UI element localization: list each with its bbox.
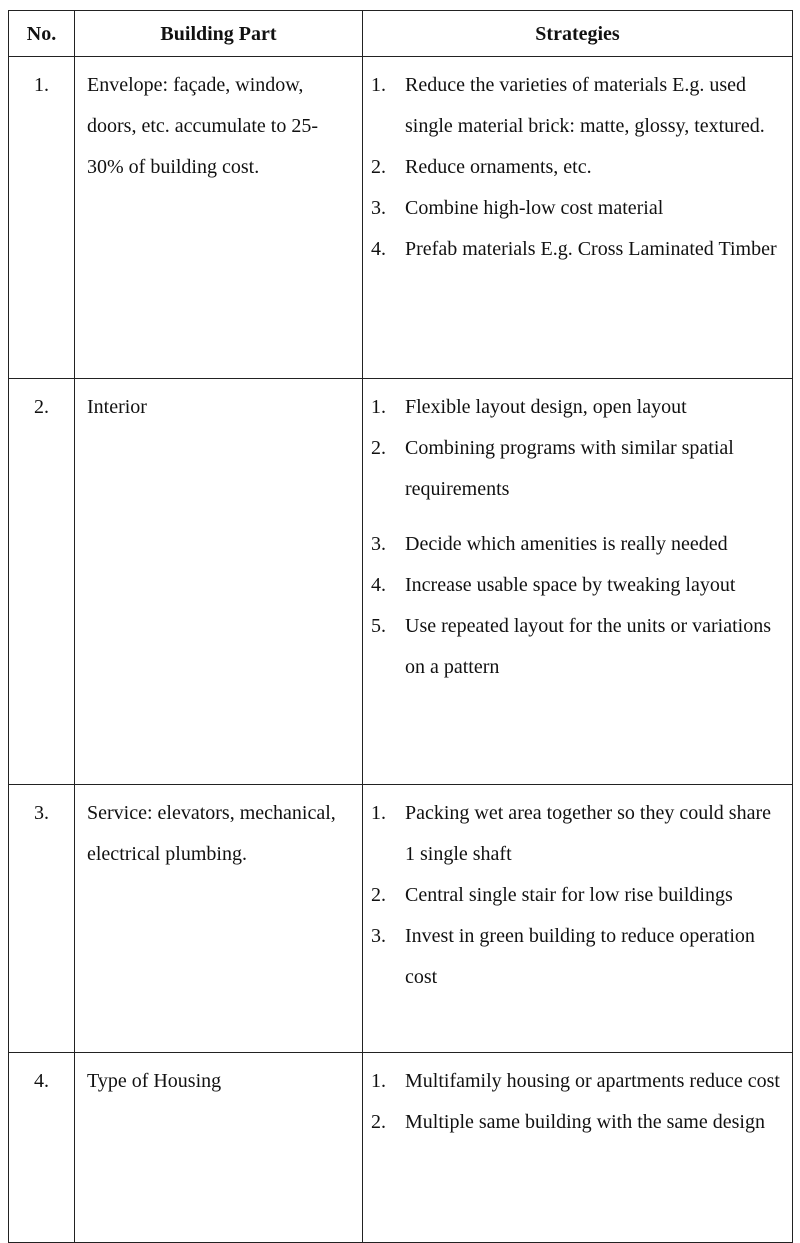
header-row [9,11,793,57]
list-item-text: Prefab materials E.g. Cross Laminated Timber [405,238,777,260]
list-item-text: Multiple same building with the same design [405,1111,765,1133]
list-item-text: Invest in green building to reduce operation cost [405,925,755,988]
list-item-number: 1. [371,74,386,96]
list-item-number: 5. [371,615,386,637]
list-item [371,1102,784,1143]
list-item-text: Increase usable space by tweaking layout [405,574,736,596]
list-item-number: 1. [371,802,386,824]
strategy-list [371,65,784,270]
strategy-list [371,793,784,998]
list-item-number: 1. [371,1070,386,1092]
list-item-text: Multifamily housing or apartments reduce cost [405,1070,780,1092]
list-item-text: Reduce the varieties of materials E.g. used single material brick: matte, glossy, textured. [405,74,765,137]
list-item-text: Combining programs with similar spatial requirements [405,437,734,500]
list-item [371,147,784,188]
table-row [9,785,793,1053]
building-part-cell: Interior [75,379,363,785]
building-part-cell: Service: elevators, mechanical, electrical plumbing. [75,785,363,1053]
list-item-text: Reduce ornaments, etc. [405,156,592,178]
strategies-cell [363,785,793,1053]
list-item [371,606,784,688]
list-item [371,916,784,998]
list-item-number: 3. [371,197,386,219]
list-item [371,65,784,147]
list-item [371,428,784,510]
strategies-cell [363,379,793,785]
list-item-number: 2. [371,156,386,178]
list-item-text: Use repeated layout for the units or variations on a pattern [405,615,771,678]
strategy-list [371,387,784,688]
list-item-text: Packing wet area together so they could share 1 single shaft [405,802,771,865]
list-item-number: 3. [371,925,386,947]
list-item [371,565,784,606]
table-row [9,57,793,379]
header-building-part: Building Part [75,11,363,57]
list-item-text: Decide which amenities is really needed [405,533,728,555]
list-item-text: Flexible layout design, open layout [405,396,687,418]
strategy-list [371,1061,784,1143]
list-item-number: 3. [371,533,386,555]
row-number: 1. [9,57,75,379]
list-item-number: 2. [371,1111,386,1133]
header-no: No. [9,11,75,57]
list-item [371,875,784,916]
row-number: 4. [9,1053,75,1243]
list-item-number: 4. [371,238,386,260]
list-item-text: Combine high-low cost material [405,197,664,219]
list-item [371,188,784,229]
table-row [9,1053,793,1243]
list-item-text: Central single stair for low rise buildings [405,884,733,906]
list-item [371,387,784,428]
strategy-table [8,10,793,1243]
strategies-cell [363,57,793,379]
list-item-number: 4. [371,574,386,596]
row-number: 2. [9,379,75,785]
list-item-number: 2. [371,884,386,906]
building-part-cell: Envelope: façade, window, doors, etc. accumulate to 25-30% of building cost. [75,57,363,379]
list-item-number: 1. [371,396,386,418]
list-item [371,793,784,875]
list-item-number: 2. [371,437,386,459]
strategies-cell [363,1053,793,1243]
table-row [9,379,793,785]
building-part-cell: Type of Housing [75,1053,363,1243]
row-number: 3. [9,785,75,1053]
list-item [371,1061,784,1102]
list-item [371,524,784,565]
header-strategies: Strategies [363,11,793,57]
list-item [371,229,784,270]
